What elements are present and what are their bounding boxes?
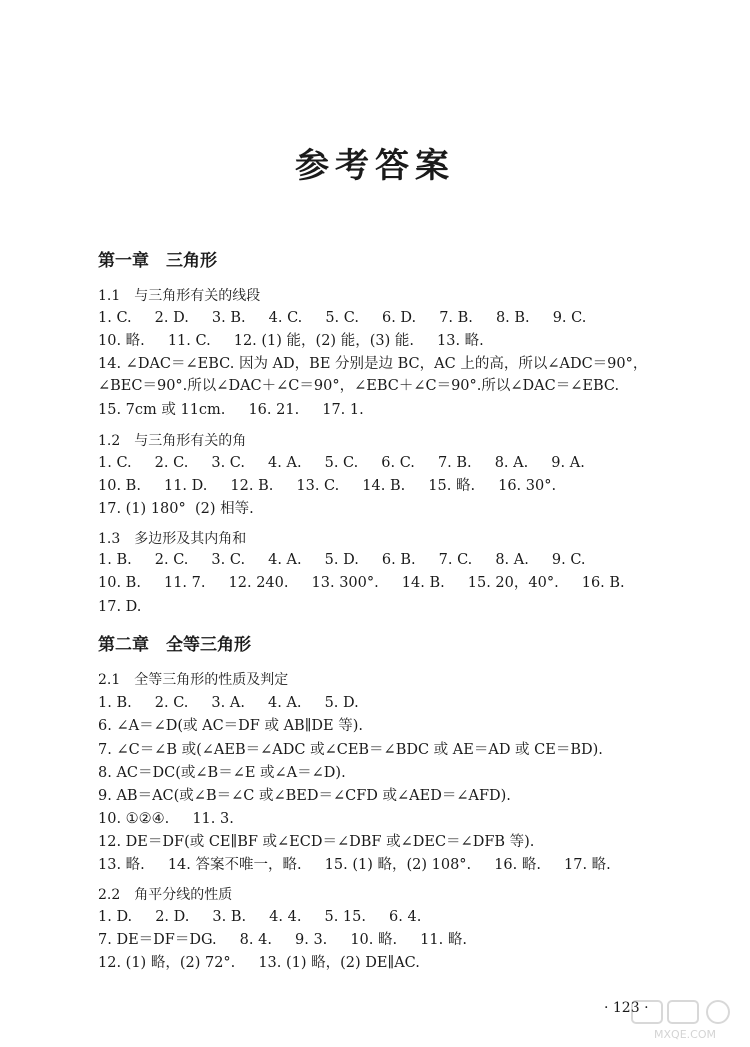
answer-line: 15. 7cm 或 11cm. 16. 21. 17. 1. (98, 402, 364, 418)
answer-line: 7. ∠C＝∠B 或(∠AEB＝∠ADC 或∠CEB＝∠BDC 或 AE＝AD 或 CE＝BD). (98, 742, 603, 758)
answer-line: 6. ∠A＝∠D(或 AC＝DF 或 AB∥DE 等). (98, 718, 363, 734)
answer-line: 17. (1) 180° (2) 相等. (98, 501, 254, 517)
section-heading: 1.1 与三角形有关的线段 (98, 288, 261, 304)
answer-line: 12. (1) 略，(2) 72°. 13. (1) 略，(2) DE∥AC. (98, 955, 420, 971)
chapter-heading: 第二章 全等三角形 (98, 635, 251, 655)
answer-line: 1. D. 2. D. 3. B. 4. 4. 5. 15. 6. 4. (98, 909, 422, 925)
answer-line: 10. ①②④. 11. 3. (98, 811, 234, 827)
page-title: 参考答案 (295, 146, 455, 186)
answer-line: ∠BEC＝90°.所以∠DAC＋∠C＝90°，∠EBC＋∠C＝90°.所以∠DAC＝∠EBC. (98, 378, 620, 394)
answer-line: 1. C. 2. C. 3. C. 4. A. 5. C. 6. C. 7. B. 8. A. 9. A. (98, 455, 585, 471)
answer-line: 1. C. 2. D. 3. B. 4. C. 5. C. 6. D. 7. B. 8. B. 9. C. (98, 310, 587, 326)
answer-line: 9. AB＝AC(或∠B＝∠C 或∠BED＝∠CFD 或∠AED＝∠AFD). (98, 788, 511, 804)
section-heading: 1.3 多边形及其内角和 (98, 531, 247, 547)
watermark-logo-icon (630, 999, 740, 1041)
watermark-text: MXQE.COM (654, 1028, 716, 1041)
answer-line: 10. 略. 11. C. 12. (1) 能，(2) 能，(3) 能. 13. 略. (98, 333, 484, 349)
section-heading: 1.2 与三角形有关的角 (98, 433, 247, 449)
answer-line: 10. B. 11. 7. 12. 240. 13. 300°. 14. B. 15. 20，40°. 16. B. (98, 575, 625, 591)
chapter-heading: 第一章 三角形 (98, 251, 217, 271)
answer-line: 10. B. 11. D. 12. B. 13. C. 14. B. 15. 略. 16. 30°. (98, 478, 557, 494)
answer-line: 1. B. 2. C. 3. A. 4. A. 5. D. (98, 695, 359, 711)
answer-line: 1. B. 2. C. 3. C. 4. A. 5. D. 6. B. 7. C. 8. A. 9. C. (98, 552, 586, 568)
answer-line: 7. DE＝DF＝DG. 8. 4. 9. 3. 10. 略. 11. 略. (98, 932, 467, 948)
answer-line: 17. D. (98, 599, 142, 615)
section-heading: 2.2 角平分线的性质 (98, 887, 233, 903)
answer-line: 12. DE＝DF(或 CE∥BF 或∠ECD＝∠DBF 或∠DEC＝∠DFB 等). (98, 834, 535, 850)
section-heading: 2.1 全等三角形的性质及判定 (98, 672, 289, 688)
answer-line: 14. ∠DAC＝∠EBC. 因为 AD，BE 分别是边 BC，AC 上的高，所以∠ADC＝90°， (98, 356, 648, 372)
answer-line: 13. 略. 14. 答案不唯一，略. 15. (1) 略，(2) 108°. 16. 略. 17. 略. (98, 857, 611, 873)
answer-line: 8. AC＝DC(或∠B＝∠E 或∠A＝∠D). (98, 765, 346, 781)
page-number: · 123 · (604, 1000, 649, 1016)
